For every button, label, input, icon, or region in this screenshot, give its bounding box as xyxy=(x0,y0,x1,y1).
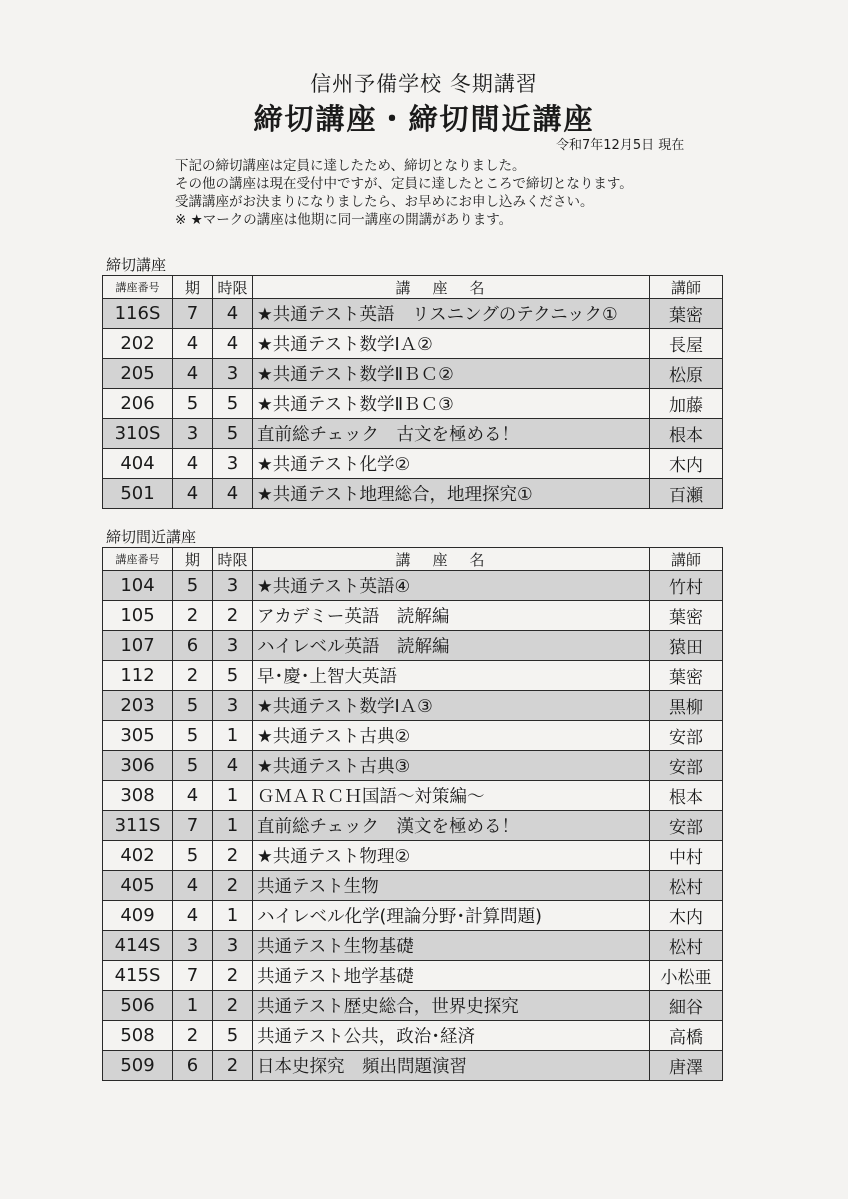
period-cell: 3 xyxy=(213,449,253,479)
course-code-cell: 112 xyxy=(103,661,173,691)
table-row xyxy=(103,389,723,419)
course-name-cell: 共通テスト歴史総合，世界史探究 xyxy=(253,991,650,1021)
table-row xyxy=(103,901,723,931)
period-cell: 2 xyxy=(213,601,253,631)
col-teacher-header: 講師 xyxy=(650,276,723,299)
table-row xyxy=(103,1021,723,1051)
teacher-cell: 葉密 xyxy=(650,601,723,631)
table-row xyxy=(103,419,723,449)
teacher-cell: 高橋 xyxy=(650,1021,723,1051)
table-row xyxy=(103,661,723,691)
period-cell: 4 xyxy=(213,299,253,329)
period-cell: 3 xyxy=(213,359,253,389)
term-cell: 5 xyxy=(173,751,213,781)
term-cell: 5 xyxy=(173,571,213,601)
teacher-cell: 葉密 xyxy=(650,299,723,329)
course-code-cell: 508 xyxy=(103,1021,173,1051)
course-name-cell: ★共通テスト数学ⅠＡ③ xyxy=(253,691,650,721)
term-cell: 4 xyxy=(173,359,213,389)
col-name-header: 講座名 xyxy=(253,276,650,299)
teacher-cell: 中村 xyxy=(650,841,723,871)
teacher-cell: 根本 xyxy=(650,419,723,449)
table-row xyxy=(103,871,723,901)
table-row xyxy=(103,721,723,751)
course-code-cell: 310S xyxy=(103,419,173,449)
course-name-cell: 日本史探究 頻出問題演習 xyxy=(253,1051,650,1081)
course-name-cell: ＧＭＡＲＣＨ国語～対策編～ xyxy=(253,781,650,811)
period-cell: 2 xyxy=(213,991,253,1021)
note-line: ※ ★マークの講座は他期に同一講座の開講があります。 xyxy=(175,212,513,228)
table-row xyxy=(103,359,723,389)
period-cell: 3 xyxy=(213,571,253,601)
course-name-cell: ★共通テスト英語 リスニングのテクニック① xyxy=(253,299,650,329)
term-cell: 4 xyxy=(173,479,213,509)
table-row xyxy=(103,931,723,961)
period-cell: 2 xyxy=(213,961,253,991)
period-cell: 2 xyxy=(213,841,253,871)
course-code-cell: 402 xyxy=(103,841,173,871)
course-name-cell: ★共通テスト数学ⅡＢＣ② xyxy=(253,359,650,389)
table-row xyxy=(103,1051,723,1081)
period-cell: 5 xyxy=(213,389,253,419)
course-name-cell: ★共通テスト地理総合，地理探究① xyxy=(253,479,650,509)
course-name-cell: 早･慶･上智大英語 xyxy=(253,661,650,691)
note-line: 下記の締切講座は定員に達したため、締切となりました。 xyxy=(175,158,526,174)
course-code-cell: 116S xyxy=(103,299,173,329)
period-cell: 1 xyxy=(213,901,253,931)
table-row xyxy=(103,571,723,601)
table-row xyxy=(103,991,723,1021)
nearly-closed-section-label: 締切間近講座 xyxy=(106,528,197,546)
nearly-closed-courses-table xyxy=(102,547,723,1081)
term-cell: 6 xyxy=(173,631,213,661)
course-name-cell: ★共通テスト古典② xyxy=(253,721,650,751)
term-cell: 5 xyxy=(173,691,213,721)
teacher-cell: 加藤 xyxy=(650,389,723,419)
page-title: 締切講座・締切間近講座 xyxy=(253,102,595,136)
teacher-cell: 小松亜 xyxy=(650,961,723,991)
teacher-cell: 葉密 xyxy=(650,661,723,691)
term-cell: 7 xyxy=(173,811,213,841)
table-row xyxy=(103,479,723,509)
note-line: 受講講座がお決まりになりましたら、お早めにお申し込みください。 xyxy=(175,194,594,210)
teacher-cell: 松村 xyxy=(650,871,723,901)
course-code-cell: 306 xyxy=(103,751,173,781)
teacher-cell: 猿田 xyxy=(650,631,723,661)
col-code-header: 講座番号 xyxy=(103,548,173,571)
course-name-cell: ハイレベル英語 読解編 xyxy=(253,631,650,661)
term-cell: 2 xyxy=(173,601,213,631)
teacher-cell: 唐澤 xyxy=(650,1051,723,1081)
teacher-cell: 竹村 xyxy=(650,571,723,601)
course-code-cell: 409 xyxy=(103,901,173,931)
course-name-cell: ★共通テスト数学ⅠＡ② xyxy=(253,329,650,359)
table-row xyxy=(103,811,723,841)
course-name-cell: ★共通テスト数学ⅡＢＣ③ xyxy=(253,389,650,419)
course-code-cell: 415S xyxy=(103,961,173,991)
teacher-cell: 根本 xyxy=(650,781,723,811)
course-code-cell: 107 xyxy=(103,631,173,661)
table-row xyxy=(103,691,723,721)
course-code-cell: 203 xyxy=(103,691,173,721)
period-cell: 3 xyxy=(213,691,253,721)
course-name-cell: 共通テスト地学基礎 xyxy=(253,961,650,991)
course-code-cell: 205 xyxy=(103,359,173,389)
course-name-cell: 共通テスト生物基礎 xyxy=(253,931,650,961)
period-cell: 5 xyxy=(213,661,253,691)
col-code-header: 講座番号 xyxy=(103,276,173,299)
term-cell: 5 xyxy=(173,721,213,751)
period-cell: 4 xyxy=(213,479,253,509)
teacher-cell: 安部 xyxy=(650,721,723,751)
course-name-cell: ハイレベル化学(理論分野･計算問題) xyxy=(253,901,650,931)
as-of-date: 令和7年12月5日 現在 xyxy=(556,138,685,153)
course-code-cell: 311S xyxy=(103,811,173,841)
col-term-header: 期 xyxy=(173,276,213,299)
period-cell: 3 xyxy=(213,931,253,961)
course-name-cell: 直前総チェック 古文を極める！ xyxy=(253,419,650,449)
course-code-cell: 105 xyxy=(103,601,173,631)
teacher-cell: 松原 xyxy=(650,359,723,389)
closed-section-label: 締切講座 xyxy=(106,256,167,274)
term-cell: 3 xyxy=(173,931,213,961)
teacher-cell: 百瀬 xyxy=(650,479,723,509)
term-cell: 7 xyxy=(173,299,213,329)
period-cell: 4 xyxy=(213,329,253,359)
course-name-cell: 共通テスト公共，政治･経済 xyxy=(253,1021,650,1051)
term-cell: 7 xyxy=(173,961,213,991)
period-cell: 5 xyxy=(213,1021,253,1051)
table-row xyxy=(103,751,723,781)
table-row xyxy=(103,631,723,661)
col-period-header: 時限 xyxy=(213,548,253,571)
teacher-cell: 細谷 xyxy=(650,991,723,1021)
term-cell: 3 xyxy=(173,419,213,449)
term-cell: 2 xyxy=(173,661,213,691)
table-row xyxy=(103,961,723,991)
course-code-cell: 506 xyxy=(103,991,173,1021)
course-code-cell: 404 xyxy=(103,449,173,479)
course-code-cell: 308 xyxy=(103,781,173,811)
course-name-cell: ★共通テスト物理② xyxy=(253,841,650,871)
course-code-cell: 501 xyxy=(103,479,173,509)
course-name-cell: 共通テスト生物 xyxy=(253,871,650,901)
term-cell: 4 xyxy=(173,901,213,931)
course-code-cell: 104 xyxy=(103,571,173,601)
term-cell: 4 xyxy=(173,329,213,359)
period-cell: 5 xyxy=(213,419,253,449)
period-cell: 2 xyxy=(213,871,253,901)
term-cell: 4 xyxy=(173,449,213,479)
teacher-cell: 長屋 xyxy=(650,329,723,359)
period-cell: 2 xyxy=(213,1051,253,1081)
course-name-cell: ★共通テスト古典③ xyxy=(253,751,650,781)
course-code-cell: 405 xyxy=(103,871,173,901)
course-name-cell: ★共通テスト化学② xyxy=(253,449,650,479)
teacher-cell: 木内 xyxy=(650,449,723,479)
school-subtitle: 信州予備学校 冬期講習 xyxy=(310,72,538,96)
course-name-cell: 直前総チェック 漢文を極める！ xyxy=(253,811,650,841)
term-cell: 5 xyxy=(173,841,213,871)
teacher-cell: 安部 xyxy=(650,811,723,841)
teacher-cell: 松村 xyxy=(650,931,723,961)
table-row xyxy=(103,329,723,359)
course-code-cell: 414S xyxy=(103,931,173,961)
teacher-cell: 木内 xyxy=(650,901,723,931)
table-row xyxy=(103,299,723,329)
note-line: その他の講座は現在受付中ですが、定員に達したところで締切となります。 xyxy=(175,176,633,192)
period-cell: 3 xyxy=(213,631,253,661)
term-cell: 1 xyxy=(173,991,213,1021)
course-name-cell: ★共通テスト英語④ xyxy=(253,571,650,601)
period-cell: 1 xyxy=(213,811,253,841)
period-cell: 4 xyxy=(213,751,253,781)
term-cell: 4 xyxy=(173,781,213,811)
col-period-header: 時限 xyxy=(213,276,253,299)
course-name-cell: アカデミー英語 読解編 xyxy=(253,601,650,631)
table-row xyxy=(103,601,723,631)
term-cell: 2 xyxy=(173,1021,213,1051)
notes-block xyxy=(175,157,633,229)
table-header-row xyxy=(103,548,723,571)
period-cell: 1 xyxy=(213,781,253,811)
table-row xyxy=(103,781,723,811)
course-code-cell: 202 xyxy=(103,329,173,359)
course-code-cell: 509 xyxy=(103,1051,173,1081)
table-header-row xyxy=(103,276,723,299)
course-code-cell: 305 xyxy=(103,721,173,751)
closed-courses-table xyxy=(102,275,723,509)
table-row xyxy=(103,449,723,479)
term-cell: 5 xyxy=(173,389,213,419)
period-cell: 1 xyxy=(213,721,253,751)
teacher-cell: 安部 xyxy=(650,751,723,781)
col-teacher-header: 講師 xyxy=(650,548,723,571)
table-row xyxy=(103,841,723,871)
course-code-cell: 206 xyxy=(103,389,173,419)
teacher-cell: 黒柳 xyxy=(650,691,723,721)
term-cell: 4 xyxy=(173,871,213,901)
col-name-header: 講座名 xyxy=(253,548,650,571)
term-cell: 6 xyxy=(173,1051,213,1081)
col-term-header: 期 xyxy=(173,548,213,571)
